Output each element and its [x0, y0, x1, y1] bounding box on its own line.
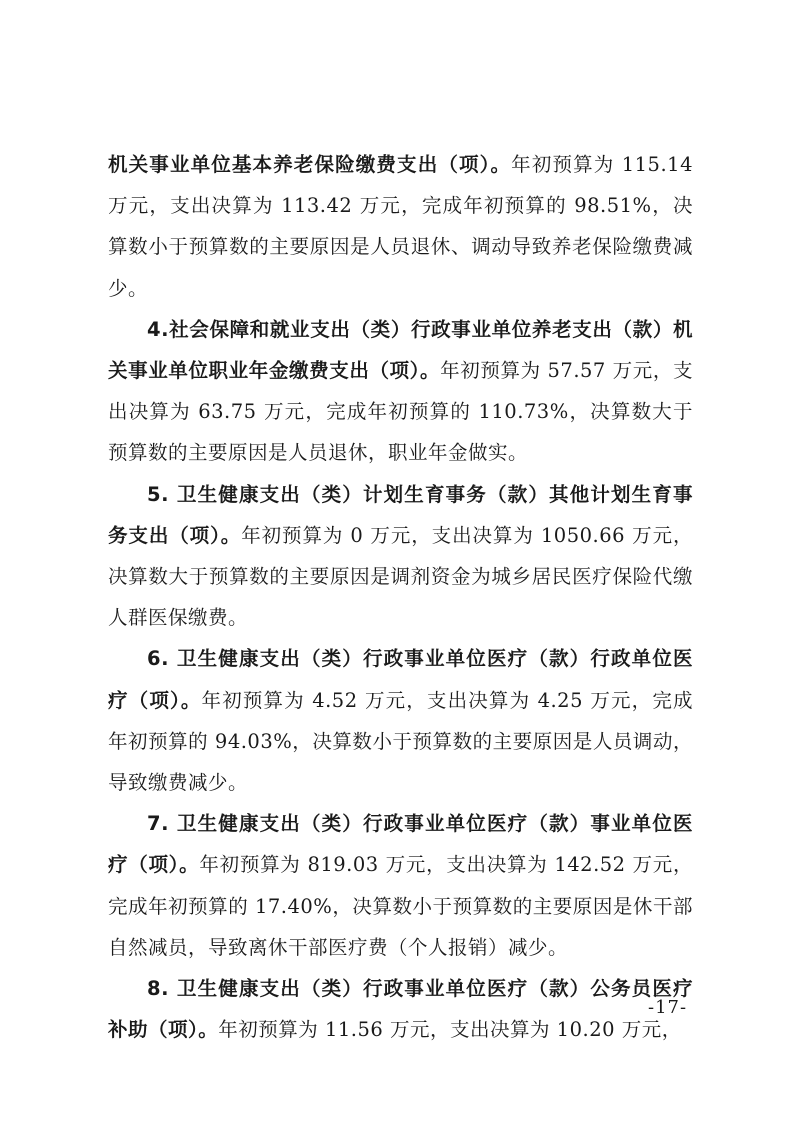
paragraph-body: 年初预算为 819.03 万元，支出决算为 142.52 万元，完成年初预算的 17.40%，决算数小于预算数的主要原因是休干部自然减员，导致离休干部医疗费（个人报销）减少。: [108, 853, 693, 959]
paragraph-administrative-medical: [108, 638, 693, 803]
paragraph-public-institution-medical: [108, 803, 693, 968]
body-text: [108, 144, 693, 1050]
paragraph-body: 年初预算为 0 万元，支出决算为 1050.66 万元，决算数大于预算数的主要原因是调剂资金为城乡居民医疗保险代缴人群医保缴费。: [108, 523, 693, 630]
paragraph-family-planning: [108, 474, 693, 639]
paragraph-body: 年初预算为 115.14 万元，支出决算为 113.42 万元，完成年初预算的 98.51%，决算数小于预算数的主要原因是人员退休、调动导致养老保险缴费减少。: [108, 153, 693, 300]
paragraph-body: 年初预算为 11.56 万元，支出决算为 10.20 万元，: [218, 1018, 682, 1042]
paragraph-body: 年初预算为 57.57 万元，支出决算为 63.75 万元，完成年初预算的 110.73%，决算数大于预算数的主要原因是人员退休，职业年金做实。: [108, 359, 693, 465]
paragraph-heading: 8. 卫生健康支出（类）行政事业单位医疗（款）公务员医疗补助（项）。: [108, 977, 693, 1042]
paragraph-pension-contribution: [108, 144, 693, 309]
paragraph-civil-servant-medical-subsidy: [108, 968, 693, 1050]
paragraph-heading: 5. 卫生健康支出（类）计划生育事务（款）其他计划生育事务支出（项）。: [108, 482, 693, 547]
paragraph-heading: 机关事业单位基本养老保险缴费支出（项）。: [108, 153, 512, 176]
paragraph-heading: 4.社会保障和就业支出（类）行政事业单位养老支出（款）机关事业单位职业年金缴费支出（项）。: [108, 317, 693, 383]
paragraph-occupational-annuity: [108, 309, 693, 474]
paragraph-heading: 6. 卫生健康支出（类）行政事业单位医疗（款）行政单位医疗（项）。: [108, 647, 693, 712]
paragraph-heading: 7. 卫生健康支出（类）行政事业单位医疗（款）事业单位医疗（项）。: [108, 812, 693, 877]
page-number: -17-: [648, 997, 688, 1018]
paragraph-body: 年初预算为 4.52 万元，支出决算为 4.25 万元，完成年初预算的 94.03%，决算数小于预算数的主要原因是人员调动，导致缴费减少。: [108, 688, 693, 795]
